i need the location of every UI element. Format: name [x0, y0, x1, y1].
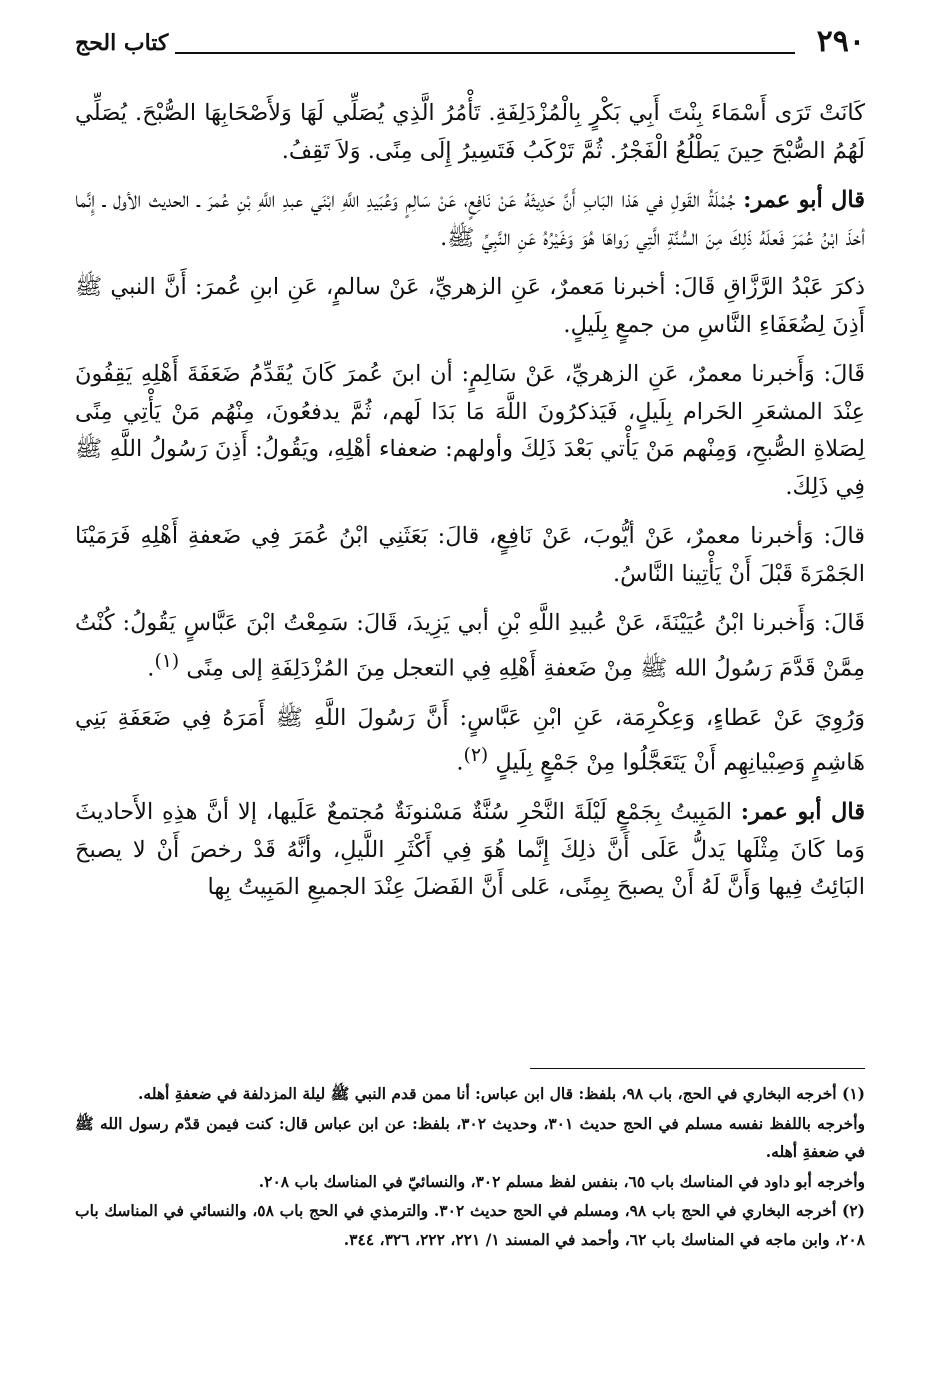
- footnote-1-cont-a: وأخرجه باللفظ نفسه مسلم في الحج حديث ٣٠١، وحديث ٣٠٢، بلفظ: عن ابن عباس قال: كنت فيمن قدّم رسول الله ﷺ في ضعفةِ أهله.: [75, 1113, 865, 1161]
- paragraph-6-end: .: [147, 655, 155, 681]
- footnote-1-cont-b: وأخرجه أبو داود في المناسك باب ٦٥، بنفس لفظ مسلم ٣٠٢، والنسائيّ في المناسك باب ٢٠٨.: [258, 1171, 865, 1191]
- paragraph-6: [75, 605, 865, 688]
- paragraph-3-text: ذكرَ عَبْدُ الرَّزَّاقِ قَالَ: أخبرنا مَعمرٌ، عَنِ الزهريِّ، عَنْ سالمٍ، عَنِ ابنِ عُمرَ: أَنَّ النبي ﷺ أَذِنَ لِضُعَفَاءِ النَّاسِ من جمعٍ بِلَيلٍ.: [75, 274, 865, 338]
- paragraph-5-text: قالَ: وَأخبرنا معمرٌ، عَنْ أيُّوبَ، عَنْ نَافِعٍ، قالَ: بَعَثَنِي ابْنُ عُمَرَ فِي ضَعفةِ أَهْلِهِ فَرَمَيْنَا الجَمْرَةَ قَبْلَ أَنْ يَأْتِينا النَّاسُ.: [75, 523, 865, 587]
- footnote-ref-2: (٢): [463, 745, 489, 766]
- footnote-separator: [530, 1068, 865, 1069]
- paragraph-3: [75, 269, 865, 344]
- paragraph-1: [75, 95, 865, 170]
- paragraph-7-end: .: [456, 749, 464, 776]
- paragraph-2-text: جُمْلَةُ القَولِ في هَذا البَابِ أَنَّ حَدِيثَهُ عَنْ نَافِعٍ، عَنْ سَالِمٍ وَعُبَيدِ اللَّهِ ابْنَي عبدِ اللَّهِ بْنِ عُمرَ ـ الحديث الأول ـ إِنَّما أخذَ ابْنُ عُمَرَ فَعلَهُ ذَلِكَ مِنَ السُّنَّةِ الَّتِي رَواهَا هُوَ وَغَيْرُهُ عَنِ النَّبِيِّ ﷺ.: [75, 187, 865, 251]
- paragraph-5: [75, 518, 865, 593]
- footnote-ref-1: (١): [154, 650, 180, 672]
- footnote-1: (١) أخرجه البخاري في الحج، باب ٩٨، بلفظ: قال ابن عباس: أنا ممن قدم النبي ﷺ ليلة المزدلفة في ضعفةِ أهله.: [138, 1084, 865, 1103]
- footnote-2: (٢) أخرجه البخاري في الحج باب ٩٨، ومسلم في الحج حديث ٣٠٢. والترمذي في الحج باب ٥٨، والنسائي في المناسك باب ٢٠٨، وابن ماجه في المناسك باب ٦٢، وأحمد في المسند ١/ ٢٢١، ٢٢٢، ٣٢٦، ٣٤٤.: [75, 1201, 865, 1249]
- speaker-abu-umar-2: قال أبو عمر:: [740, 799, 865, 825]
- page-header: [75, 22, 865, 66]
- page-number: ٢٩٠: [816, 24, 865, 59]
- paragraph-8-text: المَبِيتُ بِجَمْعٍ لَيْلَةَ النَّحْرِ سُنَّةٌ مَسْنونَةٌ مُجتمعٌ عَلَيها، إلا أنَّ هذِهِ الأَحاديثَ وَما كَانَ مِثْلَها يَدلُّ عَلَى أَنَّ ذلِكَ إِنَّما هُوَ فِي أَكْثَرِ اللَّيلِ، وأنَّهُ قَدْ رخصَ أَنْ لا يصبحَ البَائِتُ فِيها وَأَنَّ لَهُ أَنْ يصبحَ بِمِنًى، عَلى أَنَّ الفَضلَ عِنْدَ الجميعِ المَبِيتُ بِها: [75, 799, 865, 900]
- paragraph-1-text: كَانَتْ تَرَى أَسْمَاءَ بِنْتَ أَبِي بَكْرٍ بِالْمُزْدَلِفَةِ. تَأْمُرُ الَّذِي يُصَلِّي لَهَا وَلأَصْحَابِهَا الصُّبْحَ. يُصَلِّي لَهُمُ الصُّبْحَ حِينَ يَطْلُعُ الْفَجْرُ. ثُمَّ تَرْكَبُ فَتَسِيرُ إِلَى مِنًى. وَلاَ تَقِفُ.: [75, 100, 865, 164]
- paragraph-6-text: قَالَ: وَأَخبرنا ابْنُ عُيَيْنَةَ، عَنْ عُبيدِ اللَّهِ بْنِ أبي يَزِيدَ، قَالَ: سَمِعْتُ ابْنَ عَبَّاسٍ يَقُولُ: كُنْتُ مِمَّنْ قَدَّمَ رَسُولُ الله ﷺ مِنْ ضَعفةِ أَهْلِهِ فِي التعجل مِنَ المُزْدَلِفَةِ إلى مِنًى: [75, 610, 865, 681]
- speaker-abu-umar: قال أبو عمر:: [743, 187, 865, 213]
- header-rule: [175, 52, 795, 54]
- footnotes: [75, 1080, 865, 1255]
- paragraph-4: [75, 356, 865, 506]
- paragraph-8: [75, 794, 865, 907]
- paragraph-7-text: وَرُوِيَ عَنْ عَطاءٍ، وَعِكْرِمَة، عَنِ ابْنِ عَبَّاسٍ: أَنَّ رَسُولَ اللَّهِ ﷺ أَمَرَهُ فِي ضَعَفَةِ بَنِي هَاشِمٍ وَصِبْيانِهِم أَنْ يَتَعَجَّلُوا مِنْ جَمْعٍ بِلَيلٍ: [75, 704, 865, 776]
- main-text: [75, 95, 865, 919]
- book-title: كتاب الحج: [75, 30, 169, 56]
- paragraph-7: [75, 700, 865, 783]
- paragraph-2: [75, 182, 865, 257]
- paragraph-4-text: قَالَ: وَأَخبرنا معمرٌ، عَنِ الزهريِّ، عَنْ سَالِمٍ: أن ابنَ عُمرَ كَانَ يُقَدِّمُ ضَعَفَةَ أَهْلِهِ يَقِفُونَ عِنْدَ المشعَرِ الحَرام بِلَيلٍ، فَيَذكرُونَ اللَّهَ مَا بَدَا لَهم، ثُمَّ يدفعُونَ، مِنْهُم مَنْ يَأْتِي مِنًى لِصَلاةِ الصُّبحِ، وَمِنْهم مَنْ يَأْتي بَعْدَ ذَلِكَ وأولهم: ضعفاء أهْلِهِ، ويَقُولُ: أَذِنَ رَسُولُ اللَّهِ ﷺ فِي ذَلِكَ.: [75, 361, 865, 500]
